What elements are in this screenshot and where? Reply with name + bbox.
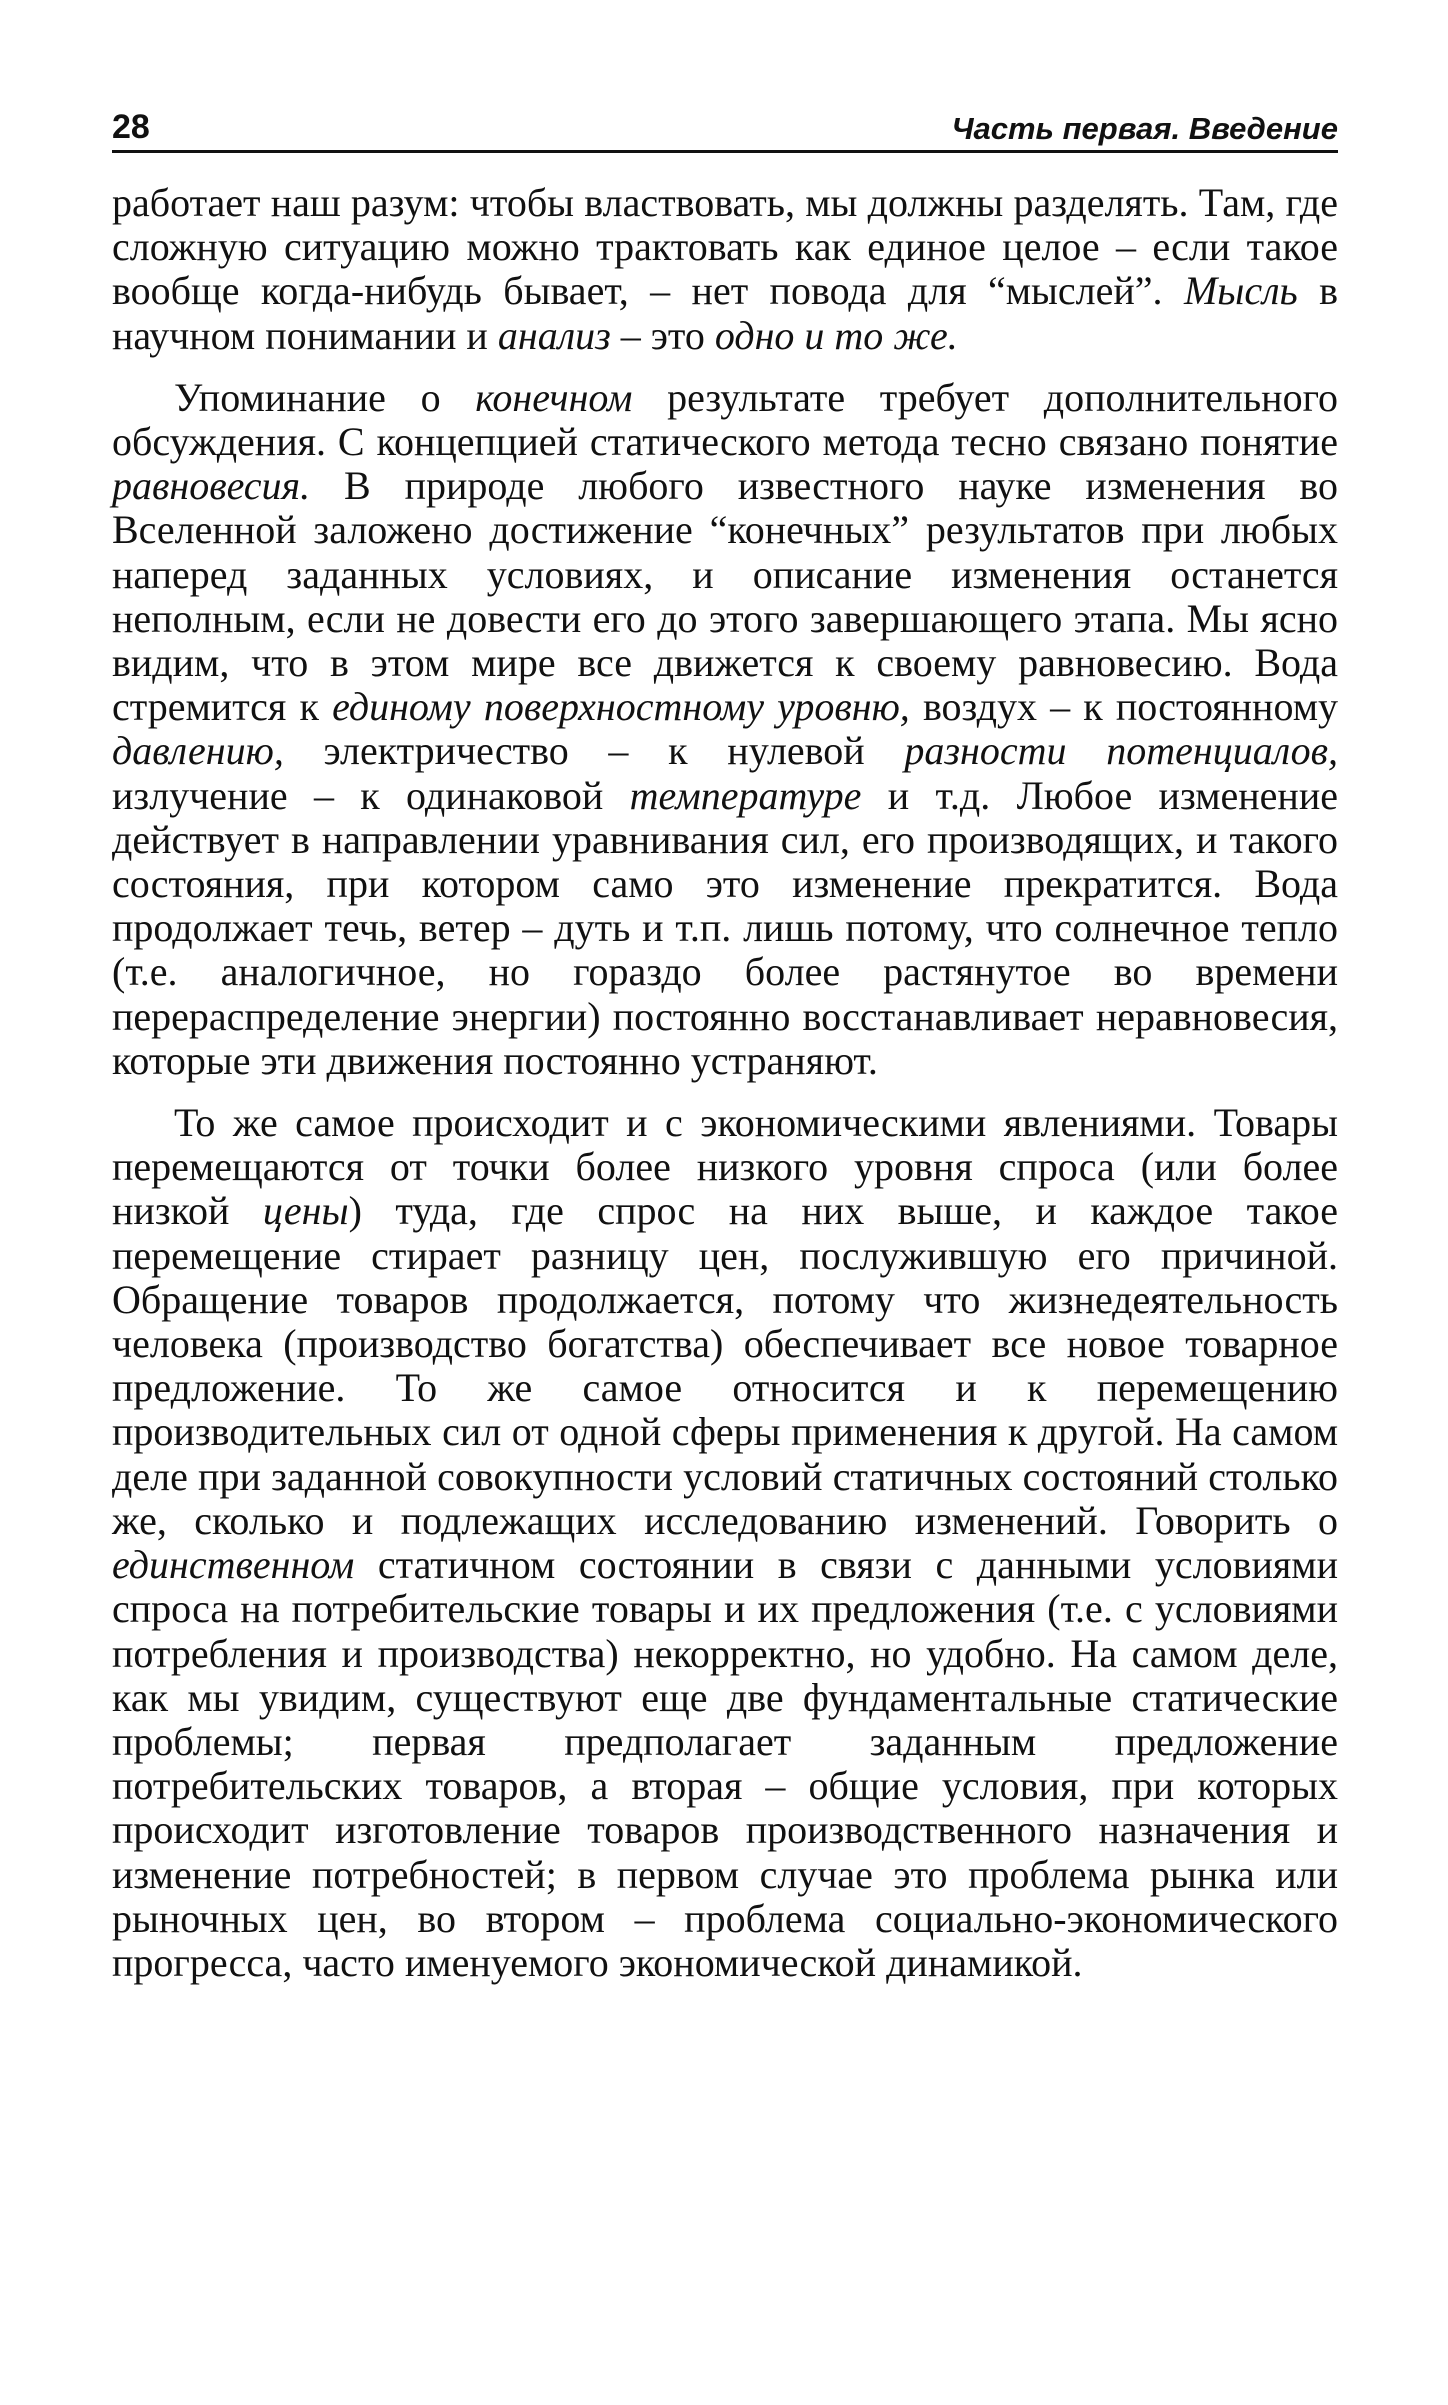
text-run: То же самое происходит и с экономическими явлениями. Товары перемещаются от точки более низкого уровня спроса (или более низкой	[112, 1100, 1338, 1234]
text-run: в научном понимании и	[112, 268, 1339, 358]
book-page	[112, 100, 1338, 1985]
page-number: 28	[112, 108, 150, 146]
emphasized-term: Мысль	[1183, 268, 1298, 314]
emphasized-term: одно и то же.	[714, 312, 958, 358]
text-run: результате требует дополнительного обсуждения. С концепцией статического метода тесно связано понятие	[112, 374, 1338, 465]
running-head: Часть первая. Введение	[951, 111, 1338, 146]
text-run: электричество – к нулевой	[283, 728, 905, 774]
text-run: В природе любого известного науке изменения во Вселенной заложено достижение “конечных” результатов при любых наперед заданных условиях, и описание изменения останется неполным, если не довести его до этого завершающего этапа. Мы ясно видим, что в этом мире все движется к своему равновесию. Вода стремится к	[112, 463, 1338, 730]
text-run: и т.д. Любое изменение действует в направлении уравнивания сил, его производящих, и такого состояния, при котором само это изменение прекратится. Вода продолжает течь, ветер – дуть и т.п. лишь потому, что солнечное тепло (т.е. аналогичное, но гораздо более растянутое во времени перераспределение энергии) постоянно восстанавливает неравновесия, которые эти движения постоянно устраняют.	[112, 772, 1338, 1083]
emphasized-term: анализ	[497, 312, 611, 358]
text-run: статичном состоянии в связи с данными условиями спроса на потребительские товары и их предложения (т.е. с условиями потребления и производства) некорректно, но удобно. На самом деле, как мы увидим, существуют еще две фундаментальные статические проблемы; первая предполагает заданным предложение потребительских товаров, а вторая – общие условия, при которых происходит изготовление товаров производственного назначения и изменение потребностей; в первом случае это проблема рынка или рыночных цен, во втором – проблема социально-экономического прогресса, часто именуемого экономической динамикой.	[112, 1542, 1338, 1985]
page-header	[112, 100, 1338, 153]
emphasized-term: единственном	[112, 1542, 355, 1588]
emphasized-term: давлению,	[112, 728, 284, 774]
text-run: Упоминание о	[174, 374, 476, 420]
text-run: излучение – к одинаковой	[112, 772, 630, 818]
body-text	[112, 181, 1338, 1985]
emphasized-term: разности потенциалов,	[904, 728, 1338, 774]
text-run: воздух – к постоянному	[909, 684, 1338, 730]
emphasized-term: цены	[262, 1188, 349, 1234]
paragraph	[112, 1101, 1338, 1985]
emphasized-term: равновесия.	[112, 463, 311, 509]
text-run: ) туда, где спрос на них выше, и каждое такое перемещение стирает разницу цен, послужившую его причиной. Обращение товаров продолжается, потому что жизнедеятельность человека (производство богатства) обеспечивает все новое товарное предложение. То же самое относится и к перемещению производительных сил от одной сферы применения к другой. На самом деле при заданной совокупности условий статичных состояний столько же, сколько и подлежащих исследованию изменений. Говорить о	[112, 1188, 1339, 1543]
paragraph	[112, 181, 1338, 358]
emphasized-term: конечном	[475, 374, 633, 420]
text-run: – это	[610, 312, 715, 358]
paragraph	[112, 376, 1338, 1083]
emphasized-term: единому поверхностному уровню,	[332, 684, 910, 730]
text-run: работает наш разум: чтобы властвовать, мы должны разделять. Там, где сложную ситуацию можно трактовать как единое целое – если такое вообще когда-нибудь бывает, – нет повода для “мыслей”.	[112, 180, 1338, 314]
emphasized-term: температуре	[629, 772, 862, 818]
